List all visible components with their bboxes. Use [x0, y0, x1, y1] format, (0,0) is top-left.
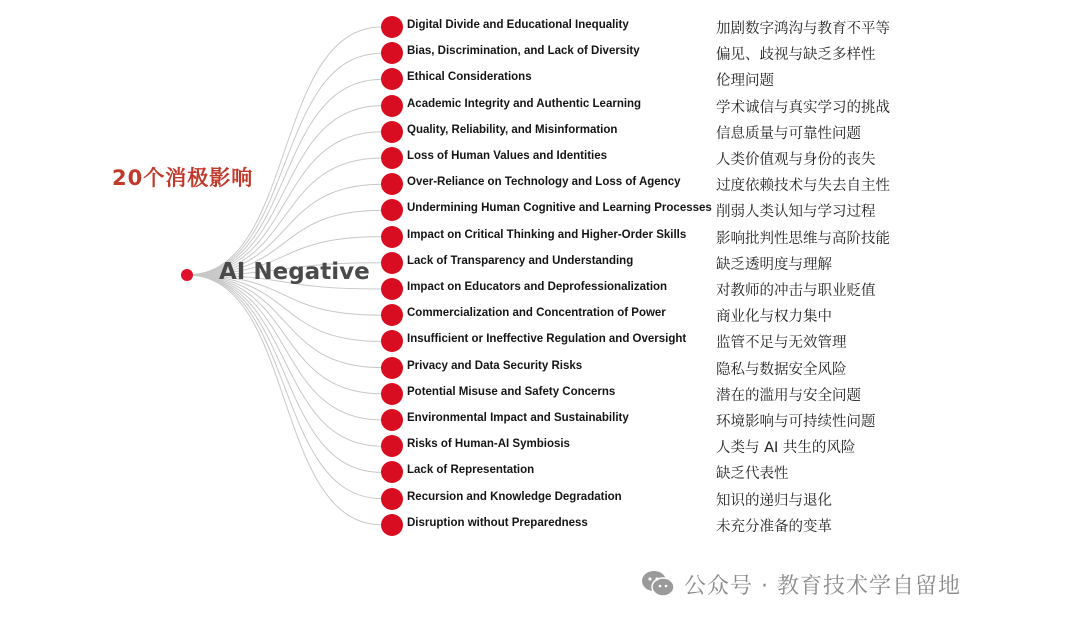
- branch-label-en: Quality, Reliability, and Misinformation: [407, 123, 618, 136]
- branch-node: [381, 409, 403, 431]
- branch-label-zh: 人类与 AI 共生的风险: [716, 440, 856, 457]
- branch-node: [381, 383, 403, 405]
- branch-item: [381, 304, 911, 326]
- branch-node: [381, 121, 403, 143]
- branch-label-en: Environmental Impact and Sustainability: [407, 412, 629, 424]
- root-label: AI Negative: [219, 259, 370, 285]
- branch-label-en: Bias, Discrimination, and Lack of Diversity: [407, 45, 640, 58]
- branch-label-en: Impact on Critical Thinking and Higher-Order Skills: [407, 228, 687, 241]
- branch-label-zh: 缺乏透明度与理解: [716, 256, 832, 273]
- branch-label-en: Disruption without Preparedness: [407, 516, 588, 529]
- branch-item: [381, 330, 911, 352]
- branch-item: [381, 409, 911, 431]
- branch-label-zh: 过度依赖技术与失去自主性: [716, 178, 890, 195]
- connector-line: [187, 275, 382, 446]
- branch-node: [381, 147, 403, 169]
- root-node: [181, 269, 193, 281]
- branch-node: [381, 278, 403, 300]
- branch-item: [381, 95, 911, 117]
- connector-line: [187, 275, 382, 420]
- branch-label-zh: 对教师的冲击与职业贬值: [716, 283, 876, 299]
- branch-node: [381, 435, 403, 457]
- branch-label-zh: 监管不足与无效管理: [716, 335, 847, 352]
- branch-item: [381, 16, 911, 38]
- branch-label-en: Risks of Human-AI Symbiosis: [407, 438, 570, 451]
- branch-label-zh: 偏见、歧视与缺乏多样性: [716, 47, 876, 64]
- branch-item: [381, 461, 911, 483]
- branch-label-zh: 影响批判性思维与高阶技能: [716, 230, 890, 247]
- branch-node: [381, 488, 403, 510]
- branch-node: [381, 16, 403, 38]
- branch-item: [381, 252, 911, 274]
- branch-label-en: Impact on Educators and Deprofessionalization: [407, 281, 668, 293]
- wechat-icon: [640, 569, 676, 599]
- branch-label-zh: 商业化与权力集中: [716, 309, 832, 326]
- connector-line: [187, 275, 382, 472]
- branch-item: [381, 226, 911, 248]
- branch-label-en: Lack of Transparency and Understanding: [407, 254, 634, 267]
- branch-item: [381, 147, 911, 169]
- branch-label-en: Potential Misuse and Safety Concerns: [407, 385, 616, 398]
- branch-label-en: Lack of Representation: [407, 464, 535, 477]
- branch-label-zh: 学术诚信与真实学习的挑战: [716, 99, 890, 116]
- branch-item: [381, 42, 911, 64]
- branch-item: [381, 68, 911, 90]
- branch-item: [381, 383, 911, 405]
- branch-label-en: Insufficient or Ineffective Regulation and Oversight: [407, 333, 687, 346]
- branch-label-zh: 加剧数字鸿沟与教育不平等: [716, 21, 890, 37]
- branch-node: [381, 68, 403, 90]
- branch-item: [381, 278, 911, 300]
- branch-item: [381, 173, 911, 195]
- branch-node: [381, 357, 403, 379]
- branch-node: [381, 173, 403, 195]
- watermark-text: 公众号 · 教育技术学自留地: [684, 573, 961, 599]
- branch-label-en: Loss of Human Values and Identities: [407, 150, 608, 162]
- branch-label-en: Commercialization and Concentration of Power: [407, 307, 666, 320]
- branch-label-en: Privacy and Data Security Risks: [407, 359, 583, 372]
- branch-label-en: Academic Integrity and Authentic Learning: [407, 97, 642, 110]
- branch-node: [381, 95, 403, 117]
- branch-node: [381, 461, 403, 483]
- branch-node: [381, 42, 403, 64]
- branch-label-zh: 伦理问题: [716, 73, 774, 90]
- branch-label-zh: 潜在的滥用与安全问题: [716, 387, 861, 404]
- branch-node: [381, 226, 403, 248]
- branch-item: [381, 121, 911, 143]
- branch-node: [381, 514, 403, 536]
- branch-node: [381, 199, 403, 221]
- branch-label-zh: 缺乏代表性: [716, 466, 789, 483]
- branch-label-en: Undermining Human Cognitive and Learning Processes: [407, 202, 712, 215]
- branch-label-zh: 削弱人类认知与学习过程: [716, 204, 876, 221]
- branch-item: [381, 199, 911, 221]
- branch-label-en: Digital Divide and Educational Inequality: [407, 19, 629, 31]
- watermark: [640, 566, 961, 602]
- branch-node: [381, 330, 403, 352]
- branch-label-zh: 知识的递归与退化: [716, 492, 832, 509]
- connector-line: [187, 132, 382, 275]
- branch-label-en: Recursion and Knowledge Degradation: [407, 490, 622, 503]
- branch-node: [381, 252, 403, 274]
- connector-line: [187, 275, 382, 394]
- page-title: 20个消极影响: [112, 166, 254, 190]
- branch-label-en: Over-Reliance on Technology and Loss of Agency: [407, 176, 681, 189]
- branch-item: [381, 514, 911, 536]
- branch-node: [381, 304, 403, 326]
- branch-label-en: Ethical Considerations: [407, 71, 532, 84]
- connector-line: [187, 275, 382, 525]
- branch-label-zh: 环境影响与可持续性问题: [716, 414, 876, 430]
- branch-label-zh: 人类价值观与身份的丧失: [716, 152, 876, 168]
- branch-item: [381, 357, 911, 379]
- branch-label-zh: 隐私与数据安全风险: [716, 361, 847, 378]
- branch-item: [381, 435, 911, 457]
- branch-label-zh: 信息质量与可靠性问题: [716, 125, 861, 142]
- branch-item: [381, 488, 911, 510]
- branch-label-zh: 未充分准备的变革: [716, 518, 832, 535]
